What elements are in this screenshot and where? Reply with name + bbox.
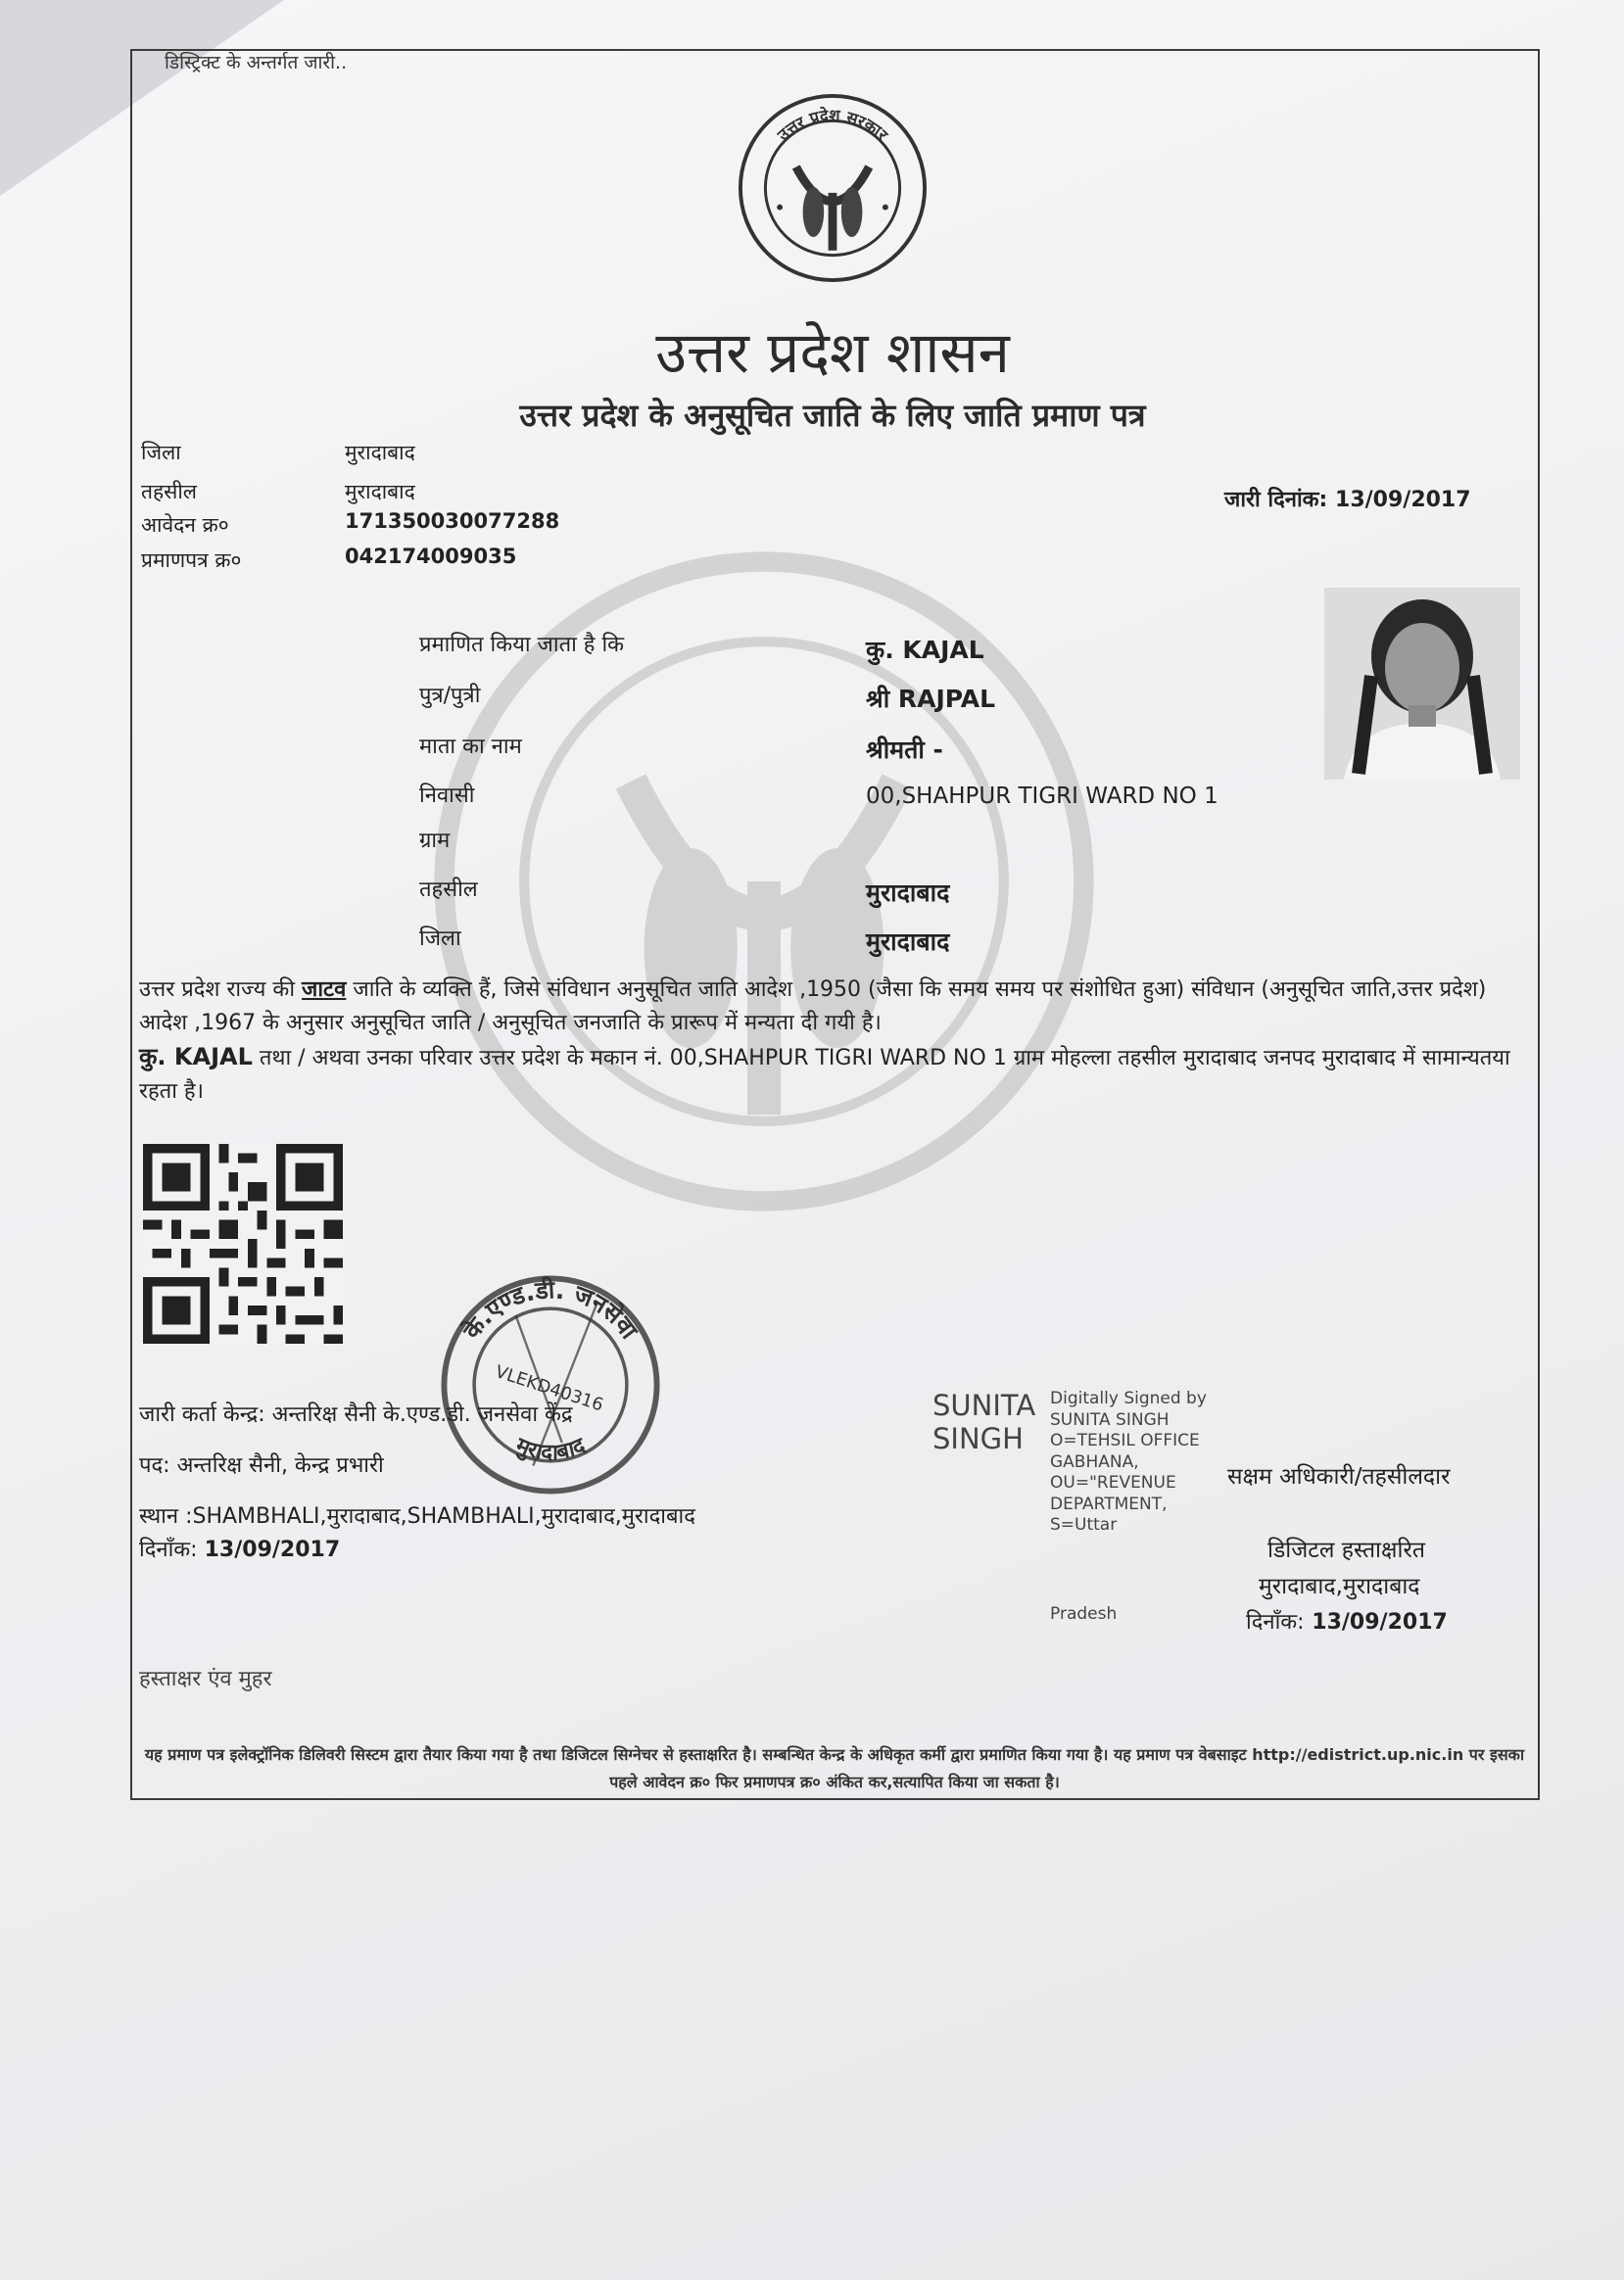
field-label-mother: माता का नाम (419, 735, 522, 759)
signer-name-line1: SUNITA (932, 1389, 1036, 1422)
issuer-date (139, 1534, 340, 1563)
field-label-resident: निवासी (419, 784, 475, 808)
portrait-icon (1324, 588, 1520, 780)
signature-place: मुरादाबाद,मुरादाबाद (1259, 1574, 1420, 1599)
digitally-signed-label: डिजिटल हस्ताक्षरित (1267, 1538, 1425, 1563)
competent-authority: सक्षम अधिकारी/तहसीलदार (1227, 1464, 1451, 1490)
field-label-son-daughter: पुत्र/पुत्री (419, 684, 481, 708)
paragraph-part-1: उत्तर प्रदेश राज्य की (139, 977, 303, 1002)
signer-name (932, 1389, 1035, 1455)
meta-value-certificate-no: 042174009035 (345, 545, 517, 568)
meta-label-application-no: आवेदन क्र० (141, 513, 229, 537)
paragraph-applicant-name: कु. KAJAL (139, 1043, 253, 1070)
signature-date-value: 13/09/2017 (1312, 1610, 1448, 1635)
emblem-text: उत्तर प्रदेश सरकार (774, 106, 891, 145)
meta-label-district: जिला (141, 441, 181, 464)
applicant-photo (1324, 588, 1520, 780)
digital-signature-state: Pradesh (1050, 1604, 1118, 1624)
stamp-code: VLEKD40316 (493, 1362, 606, 1416)
field-label-village: ग्राम (419, 829, 451, 853)
issue-place: स्थान :SHAMBHALI,मुरादाबाद,SHAMBHALI,मुरादाबाद,मुरादाबाद (139, 1504, 695, 1529)
field-value-district: मुरादाबाद (866, 927, 950, 956)
meta-label-tehsil: तहसील (141, 480, 197, 503)
certificate-subtitle: उत्तर प्रदेश के अनुसूचित जाति के लिए जाति प्रमाण पत्र (519, 397, 1146, 434)
digital-signature-details: Digitally Signed by SUNITA SINGH O=TEHSIL OFFICE GABHANA, OU="REVENUE DEPARTMENT, S=Uttar (1050, 1389, 1207, 1535)
field-label-district: जिला (419, 926, 461, 951)
field-value-resident: 00,SHAHPUR TIGRI WARD NO 1 (866, 784, 1218, 809)
footer-note: यह प्रमाण पत्र इलेक्ट्रॉनिक डिलिवरी सिस्टम द्वारा तैयार किया गया है तथा डिजिटल सिग्नेचर से हस्ताक्षरित है। सम्बन्धित केन्द्र के अधिकृत कर्मी द्वारा प्रमाणित किया गया है। यह प्रमाण पत्र वेबसाइट http://edistrict.up.nic.in पर इसका पहले आवेदन क्र० फिर प्रमाणपत्र क्र० अंकित कर,सत्यापित किया जा सकता है। (144, 1745, 1525, 1791)
top-note: डिस्ट्रिक्ट के अन्तर्गत जारी.. (165, 52, 348, 73)
up-government-emblem-icon (737, 92, 929, 284)
field-value-tehsil: मुरादाबाद (866, 879, 950, 907)
svg-text:उत्तर प्रदेश सरकार (773, 105, 891, 145)
field-value-mother: श्रीमती - (866, 736, 943, 764)
issue-date: जारी दिनांक: 13/09/2017 (1224, 488, 1471, 512)
meta-value-application-no: 171350030077288 (345, 509, 560, 533)
field-value-name: कु. KAJAL (866, 636, 984, 664)
center-stamp-icon (435, 1269, 666, 1500)
paragraph-part-3: तथा / अथवा उनका परिवार उत्तर प्रदेश के मकान नं. 00,SHAHPUR TIGRI WARD NO 1 ग्राम मोहल्ला तहसील मुरादाबाद जनपद मुरादाबाद में सामान्यतया रहता है। (139, 1046, 1510, 1104)
signer-name-line2: SINGH (932, 1422, 1024, 1455)
qr-code-icon (139, 1144, 347, 1344)
meta-value-tehsil: मुरादाबाद (345, 480, 415, 503)
paragraph-part-2: जाति के व्यक्ति हैं, जिसे संविधान अनुसूचित जाति आदेश ,1950 (जैसा कि समय समय पर संशोधित हुआ) संविधान (अनुसूचित जाति,उत्तर प्रदेश) आदेश ,1967 के अनुसार अनुसूचित जाति / अनुसूचित जनजाति के प्रारूप में मन्यता दी गयी है। (139, 977, 1487, 1035)
issuer-date-value: 13/09/2017 (204, 1538, 341, 1562)
field-value-father: श्री RAJPAL (866, 685, 996, 713)
issuing-center: जारी कर्ता केन्द्र: अन्तरिक्ष सैनी के.एण्ड.डी. जनसेवा केंद्र (139, 1402, 573, 1427)
caste-name: जाटव (302, 977, 347, 1002)
meta-label-certificate-no: प्रमाणपत्र क्र० (141, 548, 242, 572)
field-label-tehsil: तहसील (419, 878, 478, 902)
signature-date (1246, 1606, 1448, 1636)
page-title: उत्तर प्रदेश शासन (655, 319, 1010, 386)
signature-and-seal-label: हस्ताक्षर एंव मुहर (139, 1667, 272, 1691)
certificate-paragraph (139, 974, 1530, 1109)
meta-value-district: मुरादाबाद (345, 441, 415, 464)
issuer-date-label: दिनाँक: (139, 1538, 198, 1562)
stamp-top-text: के.एण्ड.डी. जनसेवा (456, 1275, 645, 1345)
field-label-certified: प्रमाणित किया जाता है कि (419, 633, 625, 657)
svg-text:मुरादाबाद (510, 1432, 590, 1465)
stamp-bottom-text: मुरादाबाद (511, 1432, 590, 1466)
signature-date-label: दिनाँक: (1246, 1610, 1305, 1635)
issuer-post: पद: अन्तरिक्ष सैनी, केन्द्र प्रभारी (139, 1453, 384, 1478)
